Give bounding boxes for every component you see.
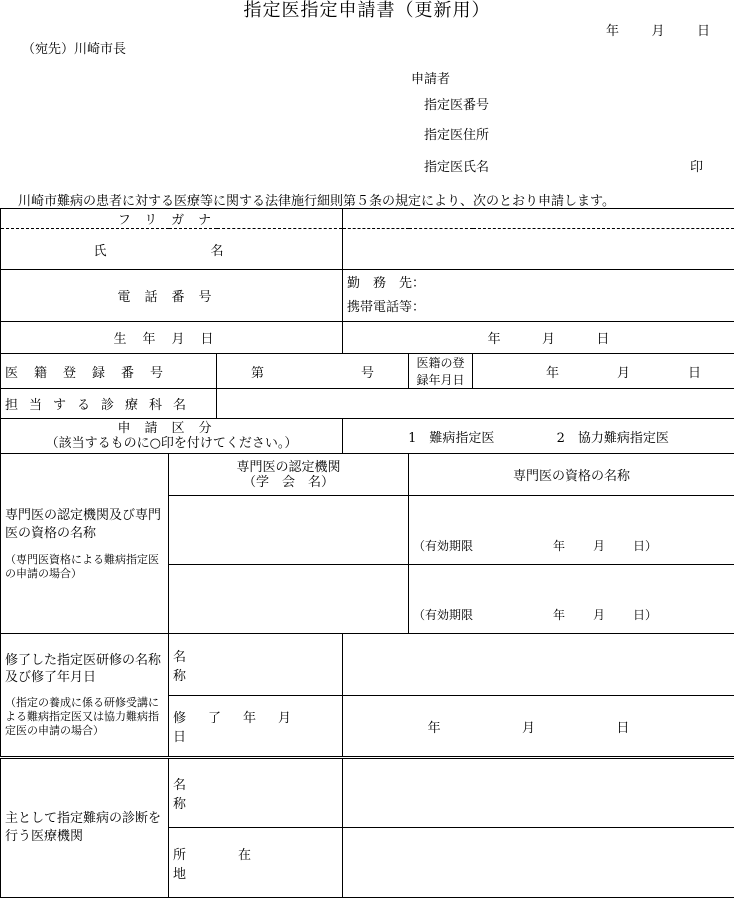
training-note: （指定の養成に係る研修受講による難病指定医又は協力難病指定医の申請の場合） [5,696,164,738]
registry-year: 年 [546,362,559,381]
cert-org-input-2[interactable] [169,565,409,634]
name-label [1,229,343,270]
specialist-label [1,454,169,634]
applicant-name-label: 指定医氏名 [424,156,489,175]
training-name-input[interactable] [343,634,734,696]
institution-label [1,758,169,898]
applicant-number-label: 指定医番号 [424,94,489,113]
workplace-label: 勤 務 先： [347,272,730,296]
addressee: （宛先）川崎市長 [22,38,126,57]
training-name-label [169,634,343,696]
department-input[interactable] [217,389,734,419]
completion-date-field[interactable] [343,696,734,758]
training-name-label-text: 名称 [173,646,338,684]
specialist-note: （専門医資格による難病指定医の申請の場合） [5,553,164,581]
seal-mark: 印 [690,156,703,175]
training-label [1,634,169,758]
date-month: 月 [651,20,664,39]
institution-address-input[interactable] [343,828,734,898]
phone-label: 電話番号 [1,270,343,322]
application-form [0,208,734,898]
phone-fields[interactable] [343,270,734,322]
applicant-address-label: 指定医住所 [424,124,489,143]
intro-text: 川崎市難病の患者に対する医療等に関する法律施行細則第５条の規定により、次のとおり申請します。 [18,190,615,209]
mobile-label: 携帯電話等： [347,296,730,320]
registry-number-label: 医籍登録番号 [1,354,217,389]
validity-month-2: 月 [593,606,633,623]
training-label-text: 修了した指定医研修の名称及び修了年月日 [5,652,164,686]
name-label-text: 氏 名 [94,244,250,259]
registry-date-field[interactable] [473,354,734,389]
qual-name-header: 専門医の資格の名称 [409,454,734,496]
institution-label-text: 主として指定難病の診断を行う医療機関 [5,810,164,846]
birth-month: 月 [542,328,555,347]
validity-close-1: 日） [633,537,657,554]
qual-name-input-1[interactable] [409,496,734,565]
qual-name-input-2[interactable] [409,565,734,634]
birth-day: 日 [596,328,609,347]
birth-year: 年 [488,328,501,347]
category-note: （該当するものに○印を付けてください。） [5,436,338,451]
validity-close-2: 日） [633,606,657,623]
validity-year-1: 年 [553,537,593,554]
cert-org-header [169,454,409,496]
furigana-label: フリガナ [1,209,343,229]
department-label: 担当する診療科名 [1,389,217,419]
birth-label: 生年月日 [1,322,343,354]
completion-month: 月 [522,717,535,736]
validity-month-1: 月 [593,537,633,554]
registry-day: 日 [688,362,701,381]
institution-name-label: 名称 [169,758,343,828]
category-options [343,419,734,454]
registry-date-label: 医籍の登録年月日 [409,354,473,389]
page-title: 指定医指定申請書（更新用） [0,0,734,22]
cert-org-input-1[interactable] [169,496,409,565]
institution-address-label: 所在地 [169,828,343,898]
registry-month: 月 [617,362,630,381]
birth-date-field[interactable] [343,322,734,354]
date-header [606,20,710,39]
category-label-text: 申請区分 [5,421,338,436]
completion-label: 修了年月日 [169,696,343,758]
validity-year-2: 年 [553,606,593,623]
registry-go: 号 [361,362,374,381]
applicant-heading: 申請者 [411,68,450,87]
registry-dai: 第 [251,362,264,381]
option-designated[interactable]: 1 難病指定医 [408,427,494,446]
validity-open-1: （有効期限 [413,537,553,554]
name-input[interactable] [343,229,734,270]
completion-year: 年 [428,717,441,736]
registry-number-field[interactable] [217,354,409,389]
option-cooperative[interactable]: 2 協力難病指定医 [557,427,669,446]
society-label: （学 会 名） [173,475,404,490]
date-year: 年 [606,20,619,39]
category-label [1,419,343,454]
validity-open-2: （有効期限 [413,606,553,623]
institution-name-input[interactable] [343,758,734,828]
cert-org-label: 専門医の認定機関 [173,460,404,475]
specialist-label-text: 専門医の認定機関及び専門医の資格の名称 [5,507,164,543]
furigana-input[interactable] [343,209,734,229]
date-day: 日 [697,20,710,39]
completion-day: 日 [616,717,629,736]
